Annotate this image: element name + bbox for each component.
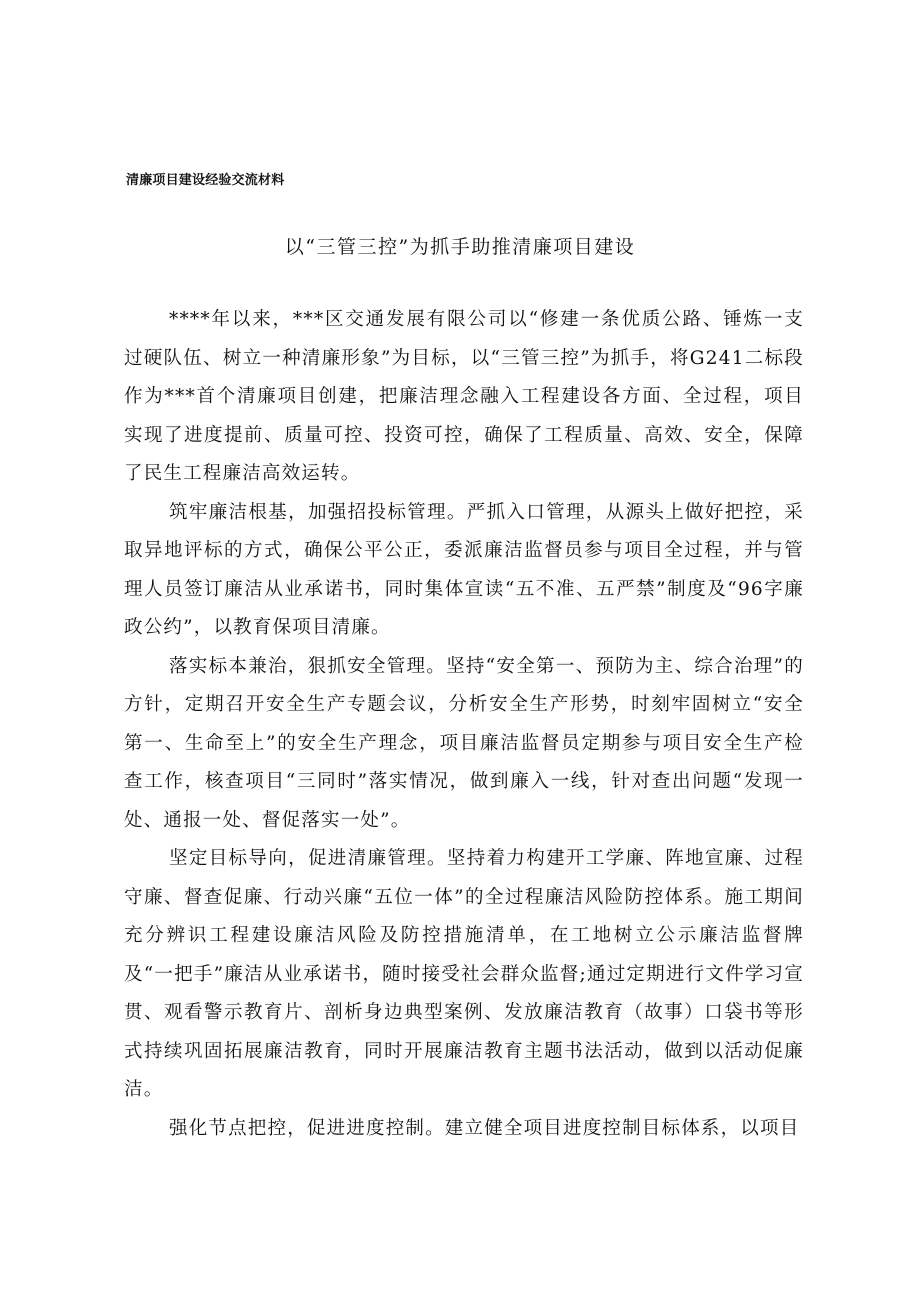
document-header-label: 清廉项目建设经验交流材料	[126, 173, 285, 188]
paragraph: ****年以来，***区交通发展有限公司以“修建一条优质公路、锤炼一支过硬队伍、树立一种清廉形象”为目标，以“三管三控”为抓手，将G241二标段作为***首个清廉项目创建，把廉洁理念融入工程建设各方面、全过程，项目实现了进度提前、质量可控、投资可控，确保了工程质量、高效、安全，保障了民生工程廉洁高效运转。	[124, 309, 804, 484]
document-body	[124, 301, 804, 1148]
paragraph: 强化节点把控，促进进度控制。建立健全项目进度控制目标体系，以项目	[169, 1117, 800, 1139]
paragraph: 坚定目标导向，促进清廉管理。坚持着力构建开工学廉、阵地宣廉、过程守廉、督查促廉、行动兴廉“五位一体”的全过程廉洁风险防控体系。施工期间充分辨识工程建设廉洁风险及防控措施清单，在工地树立公示廉洁监督牌及“一把手”廉洁从业承诺书，随时接受社会群众监督;通过定期进行文件学习宣贯、观看警示教育片、剖析身边典型案例、发放廉洁教育（故事）口袋书等形式持续巩固拓展廉洁教育，同时开展廉洁教育主题书法活动，做到以活动促廉洁。	[124, 848, 804, 1100]
document-title: 以“三管三控”为抓手助推清廉项目建设	[284, 236, 636, 258]
paragraph: 筑牢廉洁根基，加强招投标管理。严抓入口管理，从源头上做好把控，采取异地评标的方式，确保公平公正，委派廉洁监督员参与项目全过程，并与管理人员签订廉洁从业承诺书，同时集体宣读“五不准、五严禁”制度及“96字廉政公约”，以教育保项目清廉。	[124, 501, 804, 638]
paragraph: 落实标本兼治，狠抓安全管理。坚持“安全第一、预防为主、综合治理”的方针，定期召开安全生产专题会议，分析安全生产形势，时刻牢固树立“安全第一、生命至上”的安全生产理念，项目廉洁监督员定期参与项目安全生产检查工作，核查项目“三同时”落实情况，做到廉入一线，针对查出问题“发现一处、通报一处、督促落实一处”。	[124, 655, 804, 831]
